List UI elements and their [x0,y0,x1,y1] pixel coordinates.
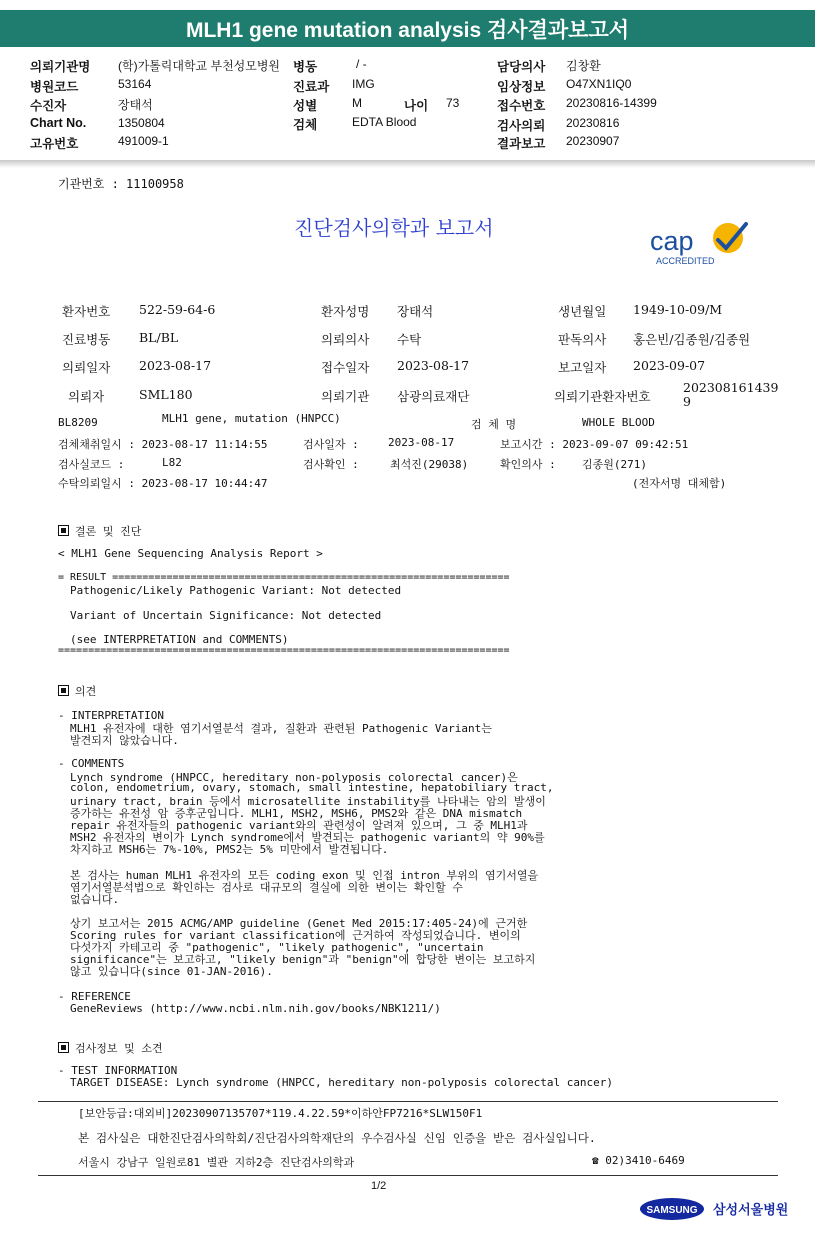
header-value: O47XN1IQ0 [566,77,632,91]
header-value: / - [356,57,367,71]
section-bullet-icon [58,1042,69,1053]
comments-line: 차지하고 MSH6는 7%-10%, PMS2는 5% 미만에서 발견됩니다. [70,843,389,856]
patient-value: 202308161439 [683,380,779,395]
patient-value: 수탁 [397,332,422,347]
patient-label: 생년월일 [558,304,607,319]
verified-label: 검사확인 : [303,458,359,471]
result-divider: = RESULT ================================================================== [58,572,510,583]
patient-value: 2023-08-17 [397,358,470,373]
report-time: 보고시간 : 2023-09-07 09:42:51 [500,438,689,451]
patient-value: 2023-09-07 [633,358,706,373]
patient-label: 접수일자 [321,360,370,375]
reference-heading: - REFERENCE [58,990,131,1003]
header-divider-shadow [0,160,815,168]
comments-line: 상기 보고서는 2015 ACMG/AMP guideline (Genet Med 2015:17:405-24)에 근거한 [70,917,528,930]
header-label: 임상정보 [497,80,546,94]
header-label: 성별 [293,99,318,113]
verified-value: 최석진(29038) [390,458,469,471]
test-date-value: 2023-08-17 [388,436,455,449]
patient-value: 2023-08-17 [139,358,212,373]
header-value: 20230816-14399 [566,96,657,110]
interpretation-heading: - INTERPRETATION [58,709,164,722]
comments-line: repair 유전자들의 pathogenic variant와의 관련성이 알려져 있으며, 그 중 MLH1과 [70,819,528,832]
certification-text: 본 검사실은 대한진단검사의학회/진단검사의학재단의 우수검사실 신임 인증을 받은 검사실입니다. [78,1131,596,1145]
patient-value-continued: 9 [683,394,691,409]
header-label: 병동 [293,60,318,74]
patient-value: BL/BL [139,330,179,345]
header-value: 491009-1 [118,134,169,148]
header-label: 고유번호 [30,137,79,151]
comments-line: colon, endometrium, ovary, stomach, small intestine, hepatobiliary tract, [70,781,554,794]
confirm-doctor-label: 확인의사 : [500,458,556,471]
agency-number: 기관번호 : 11100958 [58,177,184,191]
lab-phone: ☎ 02)3410-6469 [592,1154,685,1167]
lab-address: 서울시 강남구 일원로81 별관 지하2층 진단검사의학과 [78,1156,355,1169]
header-value: 20230907 [566,134,620,148]
header-value: M [352,96,362,110]
header-label: 병원코드 [30,80,79,94]
comments-line: Scoring rules for variant classification에 근거하여 작성되었습니다. 변이의 [70,929,521,942]
patient-value: 1949-10-09/M [633,302,723,317]
test-date-label: 검사일자 : [303,438,359,451]
collection-datetime: 검체채취일시 : 2023-08-17 11:14:55 [58,438,268,451]
header-label: 진료과 [293,80,330,94]
comments-line: Lynch syndrome (HNPCC, hereditary non-polyposis colorectal cancer)은 [70,771,518,784]
section-title-test-info: 검사정보 및 소견 [58,1040,163,1056]
svg-text:cap: cap [650,226,694,256]
patient-label: 의뢰기관환자번호 [554,389,651,404]
header-label: Chart No. [30,116,87,130]
header-label: 결과보고 [497,137,546,151]
svg-text:SAMSUNG: SAMSUNG [646,1205,698,1216]
header-value: IMG [352,77,375,91]
header-value: 김창환 [566,59,601,73]
header-value: 1350804 [118,116,165,130]
patient-label: 진료병동 [62,332,111,347]
comments-line: urinary tract, brain 등에서 microsatellite instability를 나타내는 암의 발생이 [70,795,546,808]
comments-line: significance"는 보고하고, "likely benign"과 "benign"에 합당한 변이는 보고하지 [70,953,536,966]
header-value: 53164 [118,77,152,91]
page-number: 1/2 [371,1180,387,1192]
patient-value: 장태석 [397,304,434,319]
patient-label: 판독의사 [558,332,607,347]
patient-label: 의뢰일자 [62,360,111,375]
security-line: [보안등급:대외비]20230907135707*119.4.22.59*이하안FP7216*SLW150F1 [78,1107,483,1120]
comments-line: 다섯가지 카테고리 중 "pathogenic", "likely pathogenic", "uncertain [70,941,484,954]
comments-line: 염기서열분석법으로 확인하는 검사로 대규모의 결실에 의한 변이는 확인할 수 [70,881,464,894]
lab-code-label: 검사실코드 : [58,458,125,471]
commission-datetime: 수탁의뢰일시 : 2023-08-17 10:44:47 [58,477,268,490]
section-bullet-icon [58,685,69,696]
comments-heading: - COMMENTS [58,757,125,770]
test-information-heading: - TEST INFORMATION [58,1064,178,1077]
comments-line: 본 검사는 human MLH1 유전자의 모든 coding exon 및 인접 intron 부위의 염기서열을 [70,869,539,882]
report-title: 진단검사의학과 보고서 [294,216,494,240]
section-bullet-icon [58,525,69,536]
patient-label: 환자번호 [62,304,111,319]
test-name: MLH1 gene, mutation (HNPCC) [162,412,341,425]
section-title-conclusion: 결론 및 진단 [58,523,141,539]
footer-bottom-divider [38,1175,778,1176]
result-line: Pathogenic/Likely Pathogenic Variant: Not detected [70,584,402,597]
header-label: 수진자 [30,99,67,113]
target-disease: TARGET DISEASE: Lynch syndrome (HNPCC, hereditary non-polyposis colorectal cancer) [70,1076,614,1089]
patient-value: SML180 [139,387,193,402]
samsung-hospital-logo [640,1196,789,1226]
patient-label: 환자성명 [321,304,370,319]
interpretation-line: MLH1 유전자에 대한 염기서열분석 결과, 질환과 관련된 Pathogenic Variant는 [70,722,492,735]
comments-line: 없습니다. [70,893,120,906]
header-value: (학)가톨릭대학교 부천성모병원 [118,59,281,73]
confirm-doctor-value: 김종원(271) [582,458,647,471]
patient-label: 의뢰의사 [321,332,370,347]
comments-line: MSH2 유전자의 변이가 Lynch syndrome에서 발견되는 pathogenic variant의 약 90%를 [70,831,545,844]
header-label: 담당의사 [497,60,546,74]
section-title-opinion: 의견 [58,683,96,699]
header-value: 73 [446,96,460,110]
samsung-logo-icon [640,1196,789,1222]
comments-line: 않고 있습니다(since 01-JAN-2016). [70,965,273,978]
result-end-divider: =========================================================================== [58,645,510,656]
header-label: 검체 [293,118,318,132]
header-label: 나이 [404,99,429,113]
header-value: 20230816 [566,116,620,130]
patient-value: 삼광의료재단 [397,389,470,404]
document-banner-title: MLH1 gene mutation analysis 검사결과보고서 [0,10,815,47]
header-value: EDTA Blood [352,115,417,129]
specimen-value: WHOLE BLOOD [582,416,655,429]
cap-logo-icon [648,218,752,268]
svg-text:ACCREDITED: ACCREDITED [656,256,715,266]
header-label: 의뢰기관명 [30,60,91,74]
reference-link: GeneReviews (http://www.ncbi.nlm.nih.gov/books/NBK1211/) [70,1002,441,1015]
test-code: BL8209 [58,416,98,429]
header-value: 장태석 [118,98,153,112]
footer-divider [38,1101,778,1102]
comments-line: 증가하는 유전성 암 증후군입니다. MLH1, MSH2, MSH6, PMS2와 같은 DNA mismatch [70,807,523,820]
patient-label: 보고일자 [558,360,607,375]
patient-value: 홍은빈/김종원/김종원 [633,332,751,347]
report-header: < MLH1 Gene Sequencing Analysis Report > [58,547,323,560]
specimen-label: 검 체 명 [471,418,517,431]
result-line: Variant of Uncertain Significance: Not detected [70,609,382,622]
header-label: 검사의뢰 [497,119,546,133]
cap-accredited-logo [648,218,752,268]
interpretation-line: 발견되지 않았습니다. [70,734,179,747]
svg-text:삼성서울병원: 삼성서울병원 [713,1203,789,1218]
lab-code-value: L82 [162,456,182,469]
patient-label: 의뢰자 [68,389,105,404]
e-signature-note: (전자서명 대체함) [632,477,727,490]
header-label: 접수번호 [497,99,546,113]
result-line: (see INTERPRETATION and COMMENTS) [70,633,289,646]
patient-value: 522-59-64-6 [139,302,216,317]
patient-label: 의뢰기관 [321,389,370,404]
